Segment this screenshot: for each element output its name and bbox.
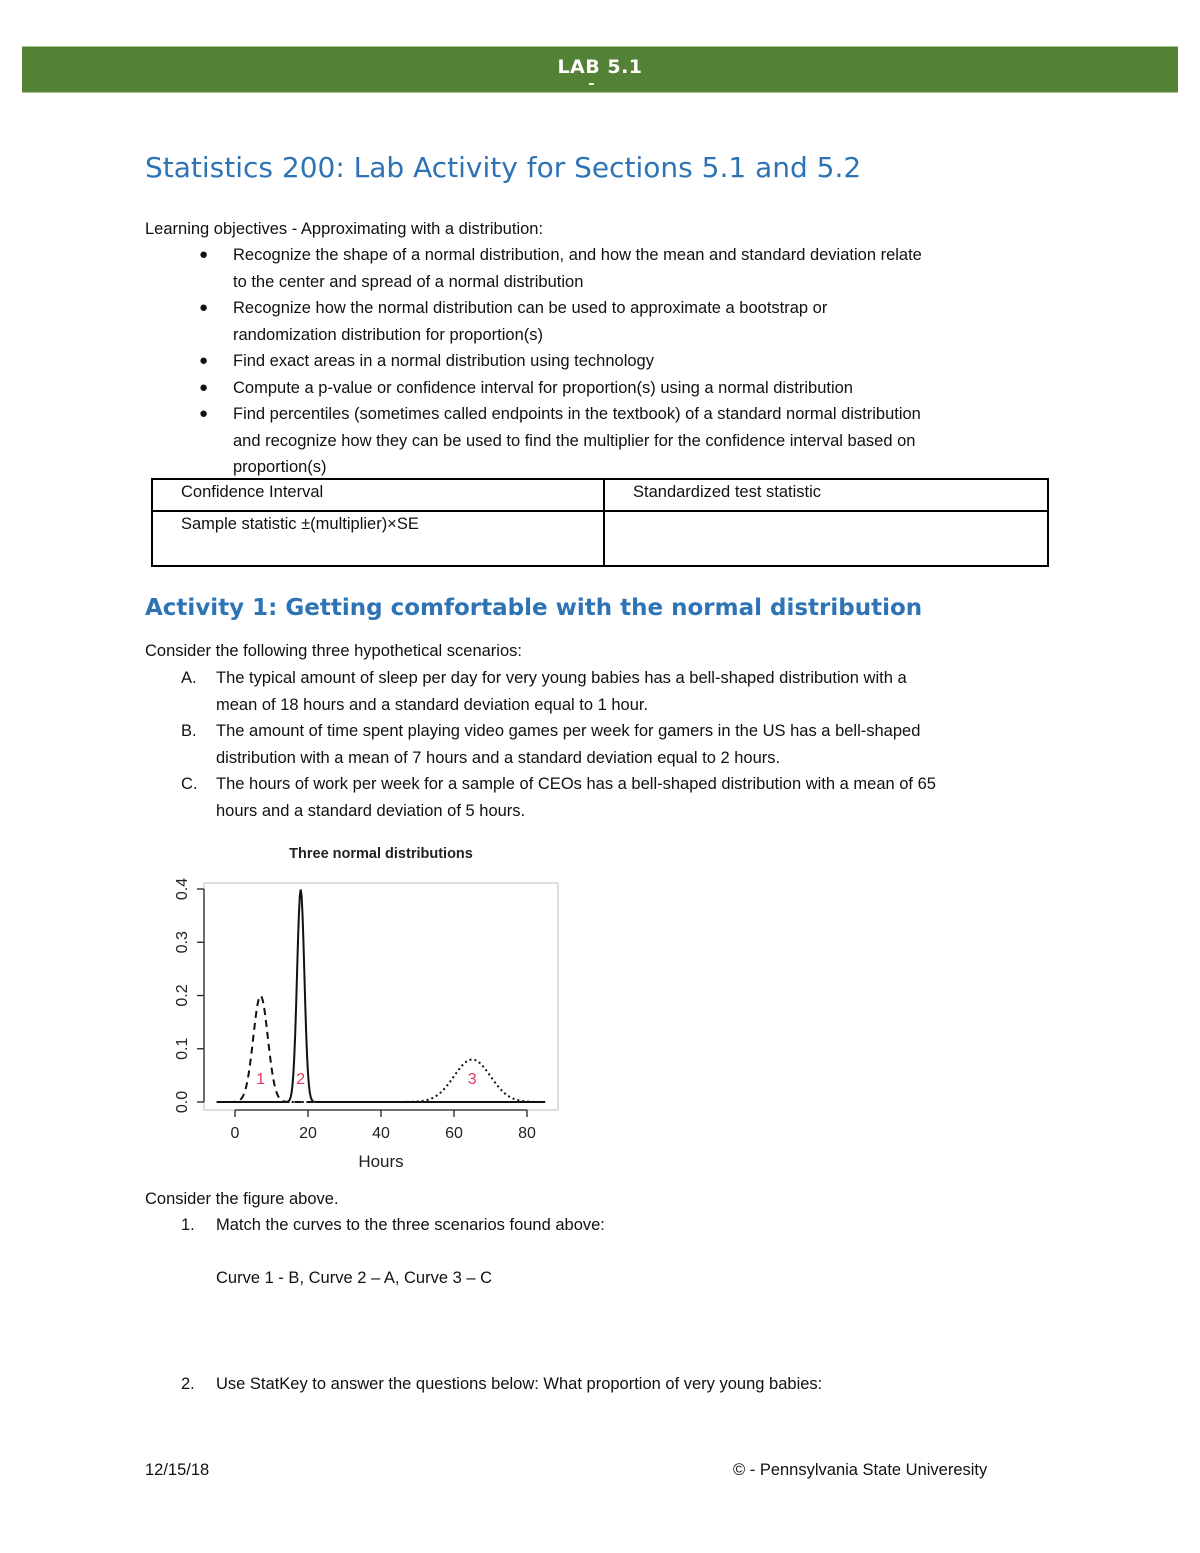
x-tick-label: 0: [230, 1125, 240, 1142]
table-cell-ci-formula: Sample statistic ±(multiplier)×SE: [152, 511, 604, 566]
objective-text-line: Recognize the shape of a normal distribution, and how the mean and standard deviation relate: [233, 246, 922, 264]
curves: [217, 890, 546, 1102]
bullet-icon: ●: [199, 405, 209, 422]
activity1-heading: Activity 1: Getting comfortable with the normal distribution: [145, 595, 923, 621]
objective-text-line: randomization distribution for proportion(s): [233, 325, 543, 344]
table-cell-test-statistic-formula: [604, 511, 1048, 566]
y-tick-label: 0.4: [174, 877, 191, 901]
page-header-banner: [22, 46, 1178, 93]
question-1-answer[interactable]: Curve 1 - B, Curve 2 – A, Curve 3 – C: [216, 1269, 493, 1287]
scenario-text-line: The hours of work per week for a sample of CEOs has a bell-shaped distribution with a mean of 65: [216, 775, 936, 793]
y-axis: [174, 878, 204, 1113]
x-tick-label: 80: [518, 1125, 536, 1142]
learning-objectives-heading: Learning objectives - Approximating with a distribution:: [145, 220, 544, 238]
activity1-intro: Consider the following three hypothetical scenarios:: [145, 642, 522, 660]
question-number: 2.: [181, 1375, 195, 1393]
objective-text-line: Compute a p-value or confidence interval for proportion(s) using a normal distribution: [233, 378, 853, 397]
learning-objective-item: [145, 295, 1075, 348]
question-number: 1.: [181, 1216, 195, 1234]
learning-objective-item: [145, 348, 1075, 375]
objective-text-line: Find exact areas in a normal distribution using technology: [233, 352, 654, 370]
question-text: Match the curves to the three scenarios found above:: [216, 1216, 605, 1234]
objective-text-line: proportion(s): [233, 458, 327, 476]
scenario-list: [145, 665, 1085, 824]
learning-objective-item: [145, 401, 1075, 481]
table-header-standardized-test-statistic: Standardized test statistic: [604, 479, 1048, 511]
normal-distributions-chart: [160, 838, 580, 1178]
question-1: [145, 1212, 1085, 1239]
objective-text-line: to the center and spread of a normal distribution: [233, 272, 584, 291]
question-2: [145, 1371, 1085, 1398]
bullet-icon: ●: [199, 352, 209, 369]
footer-date: 12/15/18: [145, 1461, 210, 1479]
bullet-icon: ●: [199, 246, 209, 263]
scenario-text-line: The typical amount of sleep per day for very young babies has a bell-shaped distribution with a: [216, 669, 907, 687]
document-title: Statistics 200: Lab Activity for Sections 5.1 and 5.2: [145, 151, 862, 184]
bullet-icon: ●: [199, 378, 209, 396]
x-tick-label: 20: [299, 1125, 317, 1142]
objective-text-line: Find percentiles (sometimes called endpoints in the textbook) of a standard normal distribution: [233, 405, 921, 423]
curve-label-3: 3: [467, 1071, 477, 1089]
learning-objectives-list: [145, 242, 1075, 481]
scenario-text-line: mean of 18 hours and a standard deviation equal to 1 hour.: [216, 695, 649, 714]
header-label: LAB 5.1: [557, 56, 643, 78]
scenario-text-line: The amount of time spent playing video games per week for gamers in the US has a bell-shaped: [216, 722, 921, 740]
chart-svg: [160, 838, 580, 1178]
question-list: [145, 1212, 1085, 1239]
header-dash: [589, 83, 594, 85]
scenario-text-line: hours and a standard deviation of 5 hours.: [216, 801, 526, 820]
learning-objective-item: [145, 375, 1075, 402]
curve-label-1: 1: [256, 1071, 266, 1089]
footer-copyright: © - Pennsylvania State Univeresity: [733, 1461, 988, 1479]
x-tick-label: 40: [372, 1125, 390, 1142]
curve-2: [217, 890, 546, 1102]
consider-figure-text: Consider the figure above.: [145, 1190, 339, 1208]
formula-table: [151, 478, 1049, 567]
objective-text-line: Recognize how the normal distribution can be used to approximate a bootstrap or: [233, 299, 828, 317]
y-tick-label: 0.1: [174, 1037, 191, 1060]
x-tick-label: 60: [445, 1125, 463, 1142]
scenario-label: B.: [181, 722, 197, 740]
scenario-label: C.: [181, 775, 198, 793]
scenario-b: [145, 718, 1085, 771]
y-tick-label: 0.2: [174, 984, 191, 1007]
chart-title: Three normal distributions: [289, 846, 473, 862]
scenario-text-line: distribution with a mean of 7 hours and a standard deviation equal to 2 hours.: [216, 748, 781, 767]
x-axis: [231, 1110, 536, 1142]
question-text: Use StatKey to answer the questions below: What proportion of very young babies:: [216, 1375, 823, 1393]
curve-label-2: 2: [296, 1071, 306, 1089]
question-2-item: [145, 1371, 1085, 1398]
y-tick-label: 0.3: [174, 931, 191, 954]
learning-objective-item: [145, 242, 1075, 295]
x-axis-label: Hours: [358, 1152, 404, 1171]
scenario-c: [145, 771, 1085, 824]
curve-1: [217, 996, 546, 1102]
objective-text-line: and recognize how they can be used to find the multiplier for the confidence interval based on: [233, 431, 916, 450]
bullet-icon: ●: [199, 299, 209, 316]
table-header-confidence-interval: Confidence Interval: [152, 479, 604, 511]
curve-3: [217, 1060, 546, 1102]
scenario-a: [145, 665, 1085, 718]
y-tick-label: 0.0: [174, 1090, 191, 1114]
curve-labels: [256, 1071, 477, 1088]
scenario-label: A.: [181, 669, 197, 687]
question-list-2: [145, 1371, 1085, 1398]
